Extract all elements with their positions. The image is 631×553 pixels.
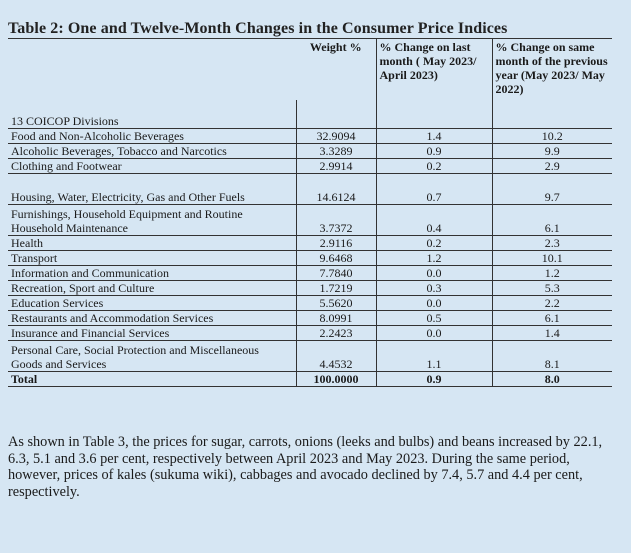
month-change-cell: 0.9 <box>376 144 492 159</box>
section-row <box>8 100 612 129</box>
weight-cell: 3.3289 <box>296 144 376 159</box>
year-change-cell: 6.1 <box>492 205 612 236</box>
division-cell: Food and Non-Alcoholic Beverages <box>8 129 296 144</box>
division-cell: Insurance and Financial Services <box>8 326 296 341</box>
weight-cell: 4.4532 <box>296 341 376 372</box>
weight-cell: 9.6468 <box>296 251 376 266</box>
year-change-cell: 8.1 <box>492 341 612 372</box>
division-cell: Alcoholic Beverages, Tobacco and Narcotics <box>8 144 296 159</box>
division-cell: Information and Communication <box>8 266 296 281</box>
table-row <box>8 144 612 159</box>
year-change-header: % Change on same month of the previous year (May 2023/ May 2022) <box>492 39 612 101</box>
year-change-cell: 1.2 <box>492 266 612 281</box>
year-change-cell: 5.3 <box>492 281 612 296</box>
weight-cell: 32.9094 <box>296 129 376 144</box>
division-cell: Personal Care, Social Protection and Miscellaneous Goods and Services <box>8 341 296 372</box>
division-cell: Recreation, Sport and Culture <box>8 281 296 296</box>
month-change-cell: 0.3 <box>376 281 492 296</box>
year-change-cell: 10.1 <box>492 251 612 266</box>
weight-cell: 3.7372 <box>296 205 376 236</box>
table-row <box>8 281 612 296</box>
table-row <box>8 326 612 341</box>
month-change-cell: 0.0 <box>376 326 492 341</box>
month-change-cell: 0.7 <box>376 174 492 205</box>
total-year-change: 8.0 <box>492 372 612 387</box>
total-label: Total <box>8 372 296 387</box>
year-change-cell: 9.9 <box>492 144 612 159</box>
division-cell: Restaurants and Accommodation Services <box>8 311 296 326</box>
cpi-table <box>8 38 612 387</box>
division-cell: Clothing and Footwear <box>8 159 296 174</box>
month-change-cell: 1.2 <box>376 251 492 266</box>
year-change-cell: 9.7 <box>492 174 612 205</box>
month-change-cell: 0.2 <box>376 159 492 174</box>
month-change-cell: 0.4 <box>376 205 492 236</box>
table-row <box>8 174 612 205</box>
month-change-cell: 0.5 <box>376 311 492 326</box>
weight-cell: 2.9116 <box>296 236 376 251</box>
month-change-cell: 1.4 <box>376 129 492 144</box>
blank-header <box>8 39 296 101</box>
month-change-cell: 1.1 <box>376 341 492 372</box>
weight-cell: 2.9914 <box>296 159 376 174</box>
year-change-cell: 2.2 <box>492 296 612 311</box>
month-change-cell: 0.0 <box>376 296 492 311</box>
total-row <box>8 372 612 387</box>
table-row <box>8 296 612 311</box>
table-title: Table 2: One and Twelve-Month Changes in the Consumer Price Indices <box>8 20 508 37</box>
table-row <box>8 341 612 372</box>
division-cell: Transport <box>8 251 296 266</box>
table-row <box>8 129 612 144</box>
month-change-cell: 0.2 <box>376 236 492 251</box>
weight-cell: 2.2423 <box>296 326 376 341</box>
table-row <box>8 205 612 236</box>
year-change-cell: 2.9 <box>492 159 612 174</box>
body-paragraph: As shown in Table 3, the prices for sugar, carrots, onions (leeks and bulbs) and beans increased by 22.1, 6.3, 5.1 and 3.6 per cent, respectively between April 2023 and May 2023. During the same period, however, prices of kales (sukuma wiki), cabbages and avocado declined by 7.4, 5.7 and 4.4 per cent, respectively. <box>8 434 603 500</box>
table-row <box>8 251 612 266</box>
weight-cell: 5.5620 <box>296 296 376 311</box>
weight-cell: 7.7840 <box>296 266 376 281</box>
month-change-cell: 0.0 <box>376 266 492 281</box>
total-month-change: 0.9 <box>376 372 492 387</box>
total-weight: 100.0000 <box>296 372 376 387</box>
table-row <box>8 266 612 281</box>
weight-header: Weight % <box>296 39 376 101</box>
weight-cell: 8.0991 <box>296 311 376 326</box>
division-cell: Education Services <box>8 296 296 311</box>
division-cell: Housing, Water, Electricity, Gas and Other Fuels <box>8 174 296 205</box>
weight-cell: 1.7219 <box>296 281 376 296</box>
year-change-cell: 6.1 <box>492 311 612 326</box>
division-cell: Health <box>8 236 296 251</box>
division-cell: Furnishings, Household Equipment and Routine Household Maintenance <box>8 205 296 236</box>
month-change-header: % Change on last month ( May 2023/ April 2023) <box>376 39 492 101</box>
table-row <box>8 159 612 174</box>
year-change-cell: 10.2 <box>492 129 612 144</box>
table-row <box>8 236 612 251</box>
year-change-cell: 1.4 <box>492 326 612 341</box>
year-change-cell: 2.3 <box>492 236 612 251</box>
table-row <box>8 311 612 326</box>
weight-cell: 14.6124 <box>296 174 376 205</box>
section-label: 13 COICOP Divisions <box>8 100 296 129</box>
